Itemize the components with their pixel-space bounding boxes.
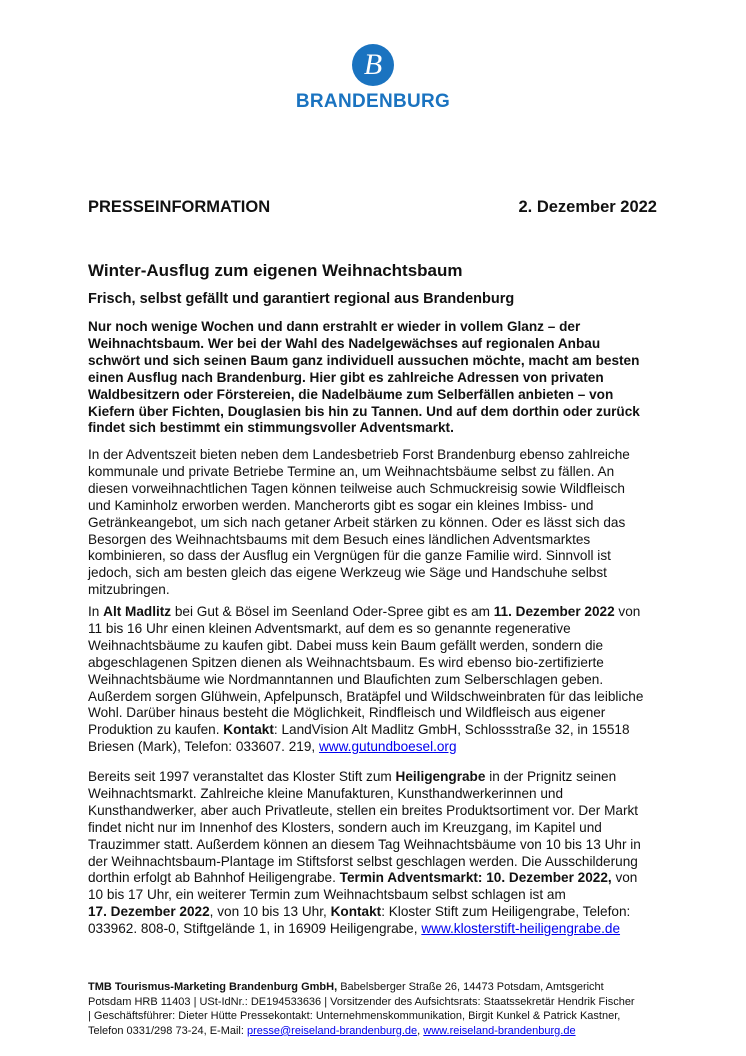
text: dorthin erfolgt ab Bahnhof Heiligengrabe. [88, 870, 340, 886]
text-line [88, 689, 643, 706]
text-line [88, 532, 630, 549]
text-line [88, 464, 630, 481]
text: Außerdem sorgen Glühwein, Apfelpunsch, Bratäpfel und Wildschweinbraten für das leibliche [88, 688, 644, 704]
text-line [88, 921, 641, 938]
text-line [88, 565, 630, 582]
text: Kiefern über Fichten, Douglasien bis hin zu Tannen. Und auf dem dorthin oder zurück [88, 403, 640, 419]
text: : Kloster Stift zum Heiligengrabe, Telefon: [381, 904, 631, 920]
text-line [88, 548, 630, 565]
text: Kunsthandwerker, aber auch Privatleute, stellen ein breites Produktsortiment vor. Der Markt [88, 802, 639, 818]
text: kombinieren, so dass der Ausflug ein Vergnügen für die ganze Familie wird. Sinnvoll ist [88, 548, 611, 564]
text: kommunale und private Betriebe Termine an, um Weihnachtsbäume selbst zu fällen. An [88, 463, 615, 479]
text-line [88, 769, 641, 786]
release-date: 2. Dezember 2022 [518, 198, 657, 216]
text-line [88, 655, 643, 672]
text: , [417, 1024, 424, 1037]
text: 033962. 808-0, Stiftgelände 1, in 16909 Heiligengrabe, [88, 921, 422, 937]
text-line [88, 887, 641, 904]
text: Weihnachtsbäume zu kaufen gibt. Dabei muss kein Baum gefällt werden, sondern die [88, 637, 604, 653]
text-line [88, 980, 635, 995]
hyperlink[interactable]: presse@reiseland-brandenburg.de [247, 1024, 418, 1037]
text: Wohl. Darüber hinaus besteht die Möglichkeit, Rindfleisch und Wildfleisch aus eigener [88, 705, 606, 721]
text: bei Gut & Bösel im Seenland Oder-Spree gibt es am [171, 604, 494, 619]
text: diesen vorweihnachtlichen Tagen können teilweise auch Schmuckreisig sowie Wildfleisch [88, 480, 625, 496]
text-line [88, 854, 641, 871]
text-line [88, 870, 641, 887]
text: abgeschlagenen Spitzen dienen als Weihnachtsbaum. Es wird ebenso bio-zertifizierte [88, 654, 604, 670]
text-line [88, 1024, 635, 1039]
text: 11 bis 16 Uhr einen kleinen Adventsmarkt, auf dem es so genannte regenerative [88, 620, 571, 636]
text: Trauzimmer statt. Außerdem können an diesem Tag Weihnachtsbäume von 10 bis 13 Uhr in [88, 836, 641, 852]
text-line [88, 336, 640, 353]
text: der Weihnachtsbaum-Plantage im Stiftsforst selbst geschlagen werden. Die Ausschilderung [88, 853, 638, 869]
bold-text: Alt Madlitz [103, 604, 172, 619]
footer-imprint [88, 980, 635, 1038]
text: Produktion zu kaufen. [88, 722, 224, 738]
text-line [88, 1009, 635, 1024]
text: findet nicht nur im Innenhof des Klosters, sondern auch im Kreuzgang, im Kapitel und [88, 819, 602, 835]
text: In der Adventszeit bieten neben dem Landesbetrieb Forst Brandenburg ebenso zahlreiche [88, 447, 630, 462]
text-line [88, 582, 630, 599]
text: | Geschäftsführer: Dieter Hütte Pressekontakt: Unternehmenskommunikation, Birgit Kunkel & Patrick Kastner, [88, 1010, 621, 1023]
logo-mark-icon: B [352, 44, 394, 86]
text: 10 bis 17 Uhr, ein weiterer Termin zum Weihnachtsbaum selbst schlagen ist am [88, 887, 566, 903]
bold-text: 11. Dezember 2022 [493, 604, 615, 619]
text-line [88, 319, 640, 336]
text: mitzubringen. [88, 582, 170, 598]
text-line [88, 515, 630, 532]
text: : LandVision Alt Madlitz GmbH, Schlossstraße 32, in 15518 [273, 722, 630, 738]
text-line [88, 722, 643, 739]
hyperlink[interactable]: www.klosterstift-heiligengrabe.de [421, 921, 621, 937]
bold-text: Termin Adventsmarkt: 10. Dezember 2022, [339, 870, 612, 886]
text-line [88, 621, 643, 638]
text-line [88, 786, 641, 803]
text-line [88, 995, 635, 1010]
text-line [88, 638, 643, 655]
text: Weihnachtsmarkt. Zahlreiche kleine Manufakturen, Kunsthandwerkerinnen und [88, 785, 564, 801]
logo-wordmark: BRANDENBURG [295, 91, 451, 112]
text-line [88, 820, 641, 837]
text-line [88, 837, 641, 854]
body-paragraph [88, 769, 641, 938]
text: Besorgen des Weihnachtsbaums mit dem Besuch eines ländlichen Adventsmarktes [88, 531, 591, 547]
text: jedoch, sich am besten gleich das eigene Werkzeug wie Säge und Handschuhe selbst [88, 565, 607, 581]
text: Nur noch wenige Wochen und dann erstrahlt er wieder in vollem Glanz – der [88, 319, 581, 334]
hyperlink[interactable]: www.gutundboesel.org [318, 739, 457, 755]
hyperlink[interactable]: www.reiseland-brandenburg.de [423, 1024, 576, 1037]
text-line [88, 370, 640, 387]
text-line [88, 404, 640, 421]
text: von [614, 604, 641, 619]
document-type-label: PRESSEINFORMATION [88, 198, 271, 216]
text: Briesen (Mark), Telefon: 033607. 219, [88, 739, 319, 755]
text-line [88, 904, 641, 921]
text: Weihnachtsbäume wie Nordmanntannen und Blaufichten zum Selberschlagen geben. [88, 671, 604, 687]
brandenburg-logo [292, 44, 454, 113]
text: Telefon 0331/298 73-24, E-Mail: [88, 1024, 247, 1037]
bold-text: 17. Dezember 2022 [88, 904, 210, 920]
text: , von 10 bis 13 Uhr, [209, 904, 331, 920]
text: findet sich bestimmt ein stimmungsvoller Adventsmarkt. [88, 420, 454, 436]
text-line [88, 498, 630, 515]
text: und Kaminholz erworben werden. Mancherorts gibt es sogar ein kleines Imbiss- und [88, 497, 594, 513]
text-line [88, 353, 640, 370]
text: Getränkeangebot, um sich nach getaner Arbeit stärken zu können. Oder es lässt sich das [88, 514, 626, 530]
text: in der Prignitz seinen [485, 769, 617, 784]
bold-text: Kontakt [223, 722, 274, 738]
text: schwört und sich seinen Baum ganz individuell aussuchen möchte, macht am besten [88, 352, 640, 368]
text-line [88, 803, 641, 820]
text-line [88, 387, 640, 404]
body-paragraph [88, 447, 630, 599]
text-line [88, 447, 630, 464]
text: Bereits seit 1997 veranstaltet das Kloster Stift zum [88, 769, 396, 784]
text: In [88, 604, 104, 619]
text: Babelsberger Straße 26, 14473 Potsdam, Amtsgericht [337, 981, 604, 993]
text-line [88, 672, 643, 689]
text-line [88, 420, 640, 437]
text: von [611, 870, 638, 886]
text-line [88, 604, 643, 621]
bold-text: TMB Tourismus-Marketing Brandenburg GmbH, [88, 981, 338, 993]
body-paragraph [88, 604, 643, 756]
text-line [88, 705, 643, 722]
article-subtitle: Frisch, selbst gefällt und garantiert regional aus Brandenburg [88, 291, 515, 307]
text: Waldbesitzern oder Förstereien, die Nadelbäume zum Selberfällen anbieten – von [88, 386, 614, 402]
bold-text: Kontakt [330, 904, 382, 920]
text-line [88, 739, 643, 756]
lead-paragraph [88, 319, 640, 437]
text-line [88, 481, 630, 498]
bold-text: Heiligengrabe [395, 769, 486, 784]
text: Weihnachtsbaum. Wer bei der Wahl des Nadelgewächses auf regionalen Anbau [88, 335, 601, 351]
text: Potsdam HRB 11403 | USt-IdNr.: DE194533636 | Vorsitzender des Aufsichtsrats: Staatssekretär Hendrik Fischer [88, 995, 635, 1008]
article-title: Winter-Ausflug zum eigenen Weihnachtsbaum [88, 261, 463, 280]
text: einen Ausflug nach Brandenburg. Hier gibt es zahlreiche Adressen von privaten [88, 369, 604, 385]
